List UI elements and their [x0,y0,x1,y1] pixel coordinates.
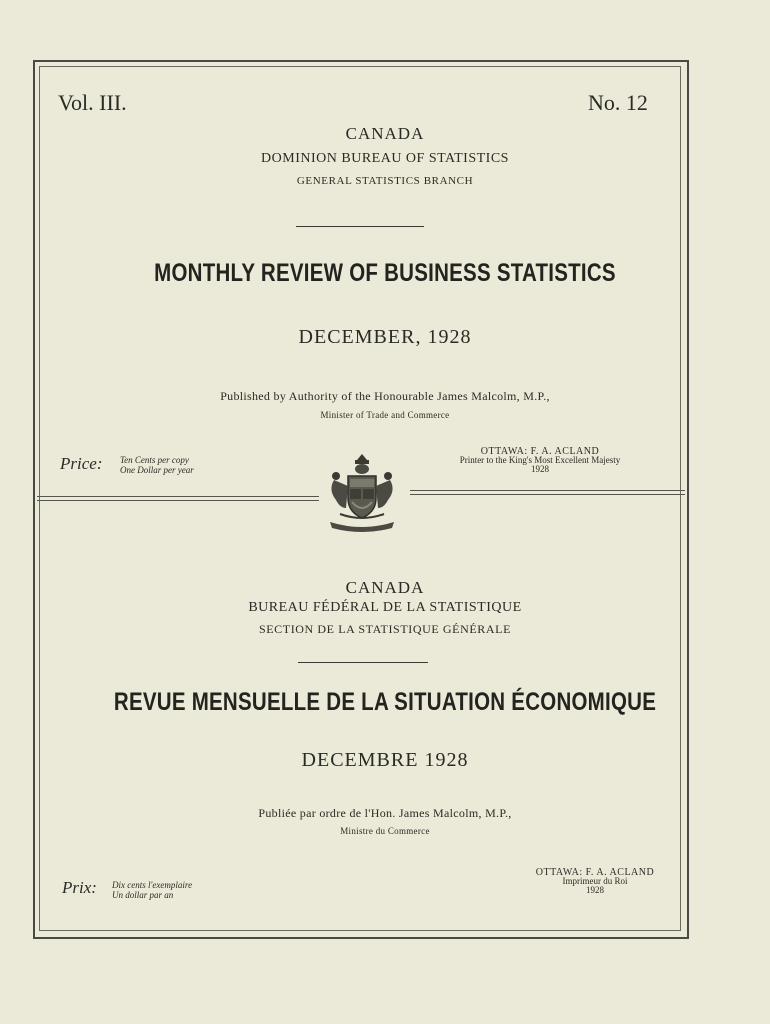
printer-city-fr: OTTAWA: F. A. ACLAND [535,867,655,878]
country-title-fr: CANADA [345,578,425,597]
minister-title: Minister of Trade and Commerce [320,410,450,420]
country-title: CANADA [345,124,425,143]
publication-title: MONTHLY REVIEW OF BUSINESS STATISTICS [154,259,616,287]
printer-year-fr: 1928 [586,885,604,895]
volume-number: Vol. III. [58,90,127,115]
branch-title: GENERAL STATISTICS BRANCH [296,175,474,187]
minister-title-fr: Ministre du Commerce [340,826,430,836]
printer-imprint-fr [480,868,710,895]
printer-year: 1928 [531,464,549,474]
publication-title-fr: REVUE MENSUELLE DE LA SITUATION ÉCONOMIQUE [113,688,657,716]
divider-rule [296,226,424,227]
section-rule-right [410,490,685,491]
printer-title-fr: Imprimeur du Roi [562,876,628,886]
issue-date: DECEMBER, 1928 [298,326,472,348]
price-line: Ten Cents per copy [120,455,189,465]
price-details [120,455,194,475]
section-rule-right [410,494,685,495]
published-by: Published by Authority of the Honourable James Malcolm, M.P., [220,389,550,403]
price-label: Price: [60,454,103,473]
bureau-title: DOMINION BUREAU OF STATISTICS [261,151,509,166]
section-rule-left [37,500,319,501]
issue-date-fr: DECEMBRE 1928 [301,749,469,771]
coat-of-arms-icon [322,452,402,534]
printer-city: OTTAWA: F. A. ACLAND [480,446,600,457]
printer-imprint [420,447,660,474]
issue-number: No. 12 [588,90,648,115]
price-details-fr [112,880,192,900]
section-title-fr: SECTION DE LA STATISTIQUE GÉNÉRALE [258,622,512,636]
published-by-fr: Publiée par ordre de l'Hon. James Malcolm, M.P., [258,806,512,820]
price-line-fr: Un dollar par an [112,890,174,900]
price-label-fr: Prix: [62,878,97,897]
price-line: One Dollar per year [120,465,194,475]
section-rule-left [37,496,319,497]
printer-title: Printer to the King's Most Excellent Majesty [459,455,621,465]
divider-rule-fr [298,662,428,663]
bureau-title-fr: BUREAU FÉDÉRAL DE LA STATISTIQUE [248,600,522,615]
price-line-fr: Dix cents l'exemplaire [112,880,193,890]
